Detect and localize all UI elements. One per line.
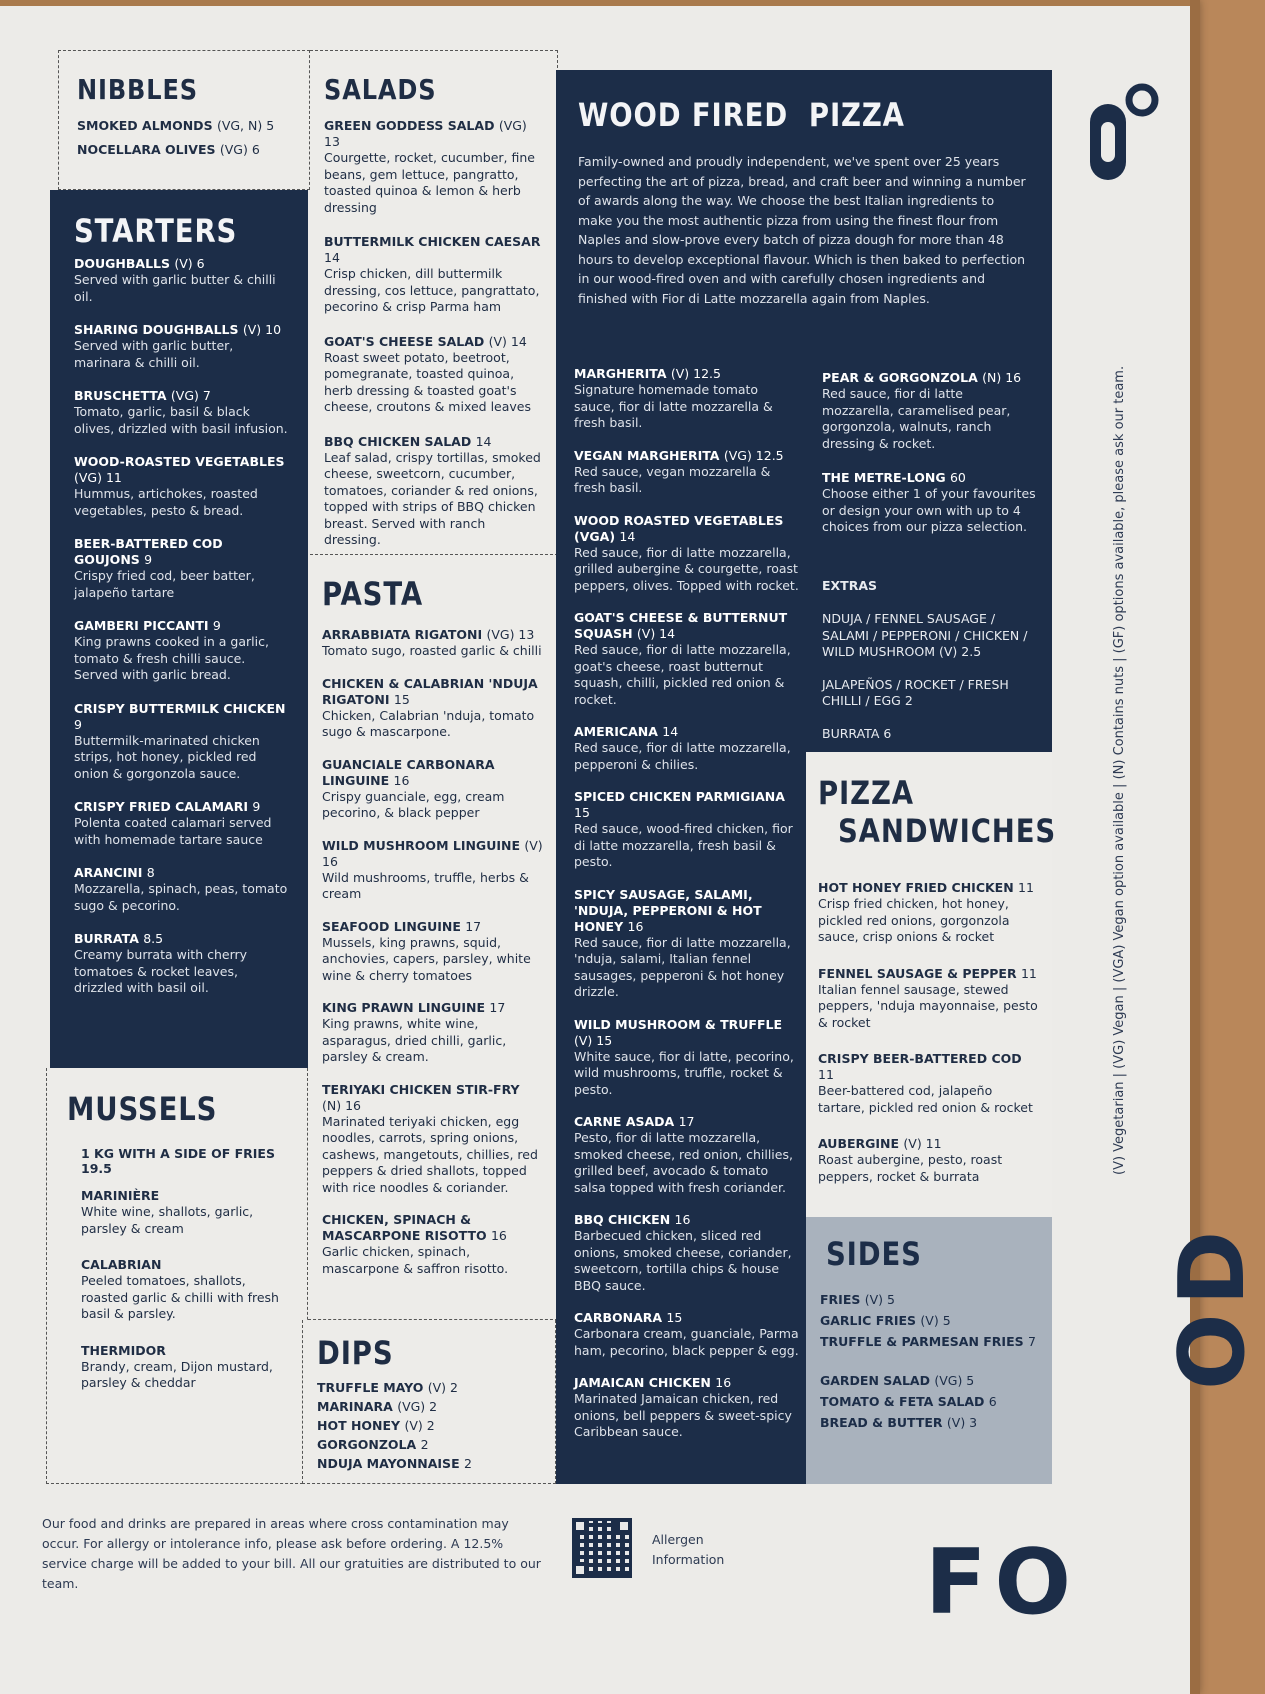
extras-list <box>822 611 1037 742</box>
menu-item-description: Buttermilk-marinated chicken strips, hot honey, pickled red onion & gorgonzola sauce. <box>74 732 260 781</box>
menu-item-price: 16 <box>627 918 644 934</box>
menu-item-description: Leaf salad, crispy tortillas, smoked cheese, sweetcorn, cucumber, tomatoes, coriander & red onions, topped with strips of BBQ chicken breast. Served with ranch dressing. <box>324 449 541 547</box>
menu-item-price: 8.5 <box>143 931 164 946</box>
menu-item-title: BBQ CHICKEN <box>574 1212 671 1227</box>
menu-item-price: (V) 14 <box>636 626 676 641</box>
menu-item-description: Served with garlic butter & chilli oil. <box>74 272 276 304</box>
menu-item-title: GREEN GODDESS SALAD <box>324 118 495 133</box>
menu-line <box>820 1331 1038 1352</box>
menu-item <box>81 1188 287 1237</box>
extras-title: EXTRAS <box>822 578 878 593</box>
menu-item-price: 9 <box>74 716 82 732</box>
menu-item-name <box>574 513 799 545</box>
menu-item <box>818 1051 1038 1116</box>
menu-item-price: 17 <box>465 918 482 934</box>
menu-item <box>322 1212 543 1277</box>
menu-item-price: (V) 16 <box>322 837 543 869</box>
menu-item-price: 16 <box>490 1228 507 1243</box>
menu-line-name: GARLIC FRIES <box>820 1313 917 1328</box>
menu-item-description: Signature homemade tomato sauce, fior di latte mozzarella & fresh basil. <box>574 382 773 430</box>
menu-item-price: (V) 14 <box>488 333 527 349</box>
menu-item <box>822 470 1037 536</box>
menu-item <box>74 701 288 783</box>
menu-line-name: HOT HONEY <box>317 1418 401 1433</box>
menu-line-name: NOCELLARA OLIVES <box>77 142 216 157</box>
menu-item-price: 11 <box>1018 880 1034 895</box>
menu-line-name: BREAD & BUTTER <box>820 1415 943 1430</box>
menu-item-title: VEGAN MARGHERITA <box>574 447 720 463</box>
menu-item <box>574 887 799 1001</box>
table-edge-right <box>1190 0 1200 1694</box>
menu-item-price: 15 <box>393 691 410 707</box>
menu-line-price: (VG) 6 <box>219 142 260 157</box>
menu-item-title: GAMBERI PICCANTI <box>74 618 209 633</box>
menu-line <box>317 1454 541 1473</box>
menu-item-price: 15 <box>574 805 590 820</box>
menu-line-name: SMOKED ALMONDS <box>77 118 213 133</box>
menu-item-title: GUANCIALE CARBONARA LINGUINE <box>322 756 495 788</box>
menu-item-title: CRISPY BEER-BATTERED COD <box>818 1051 1022 1066</box>
menu-item-title: CRISPY BUTTERMILK CHICKEN <box>74 700 286 716</box>
extras-line: JALAPEÑOS / ROCKET / FRESH CHILLI / EGG 2 <box>822 676 1009 708</box>
menu-item <box>74 865 288 914</box>
menu-item <box>574 1375 799 1441</box>
menu-item <box>322 838 543 903</box>
menu-item <box>74 256 288 305</box>
food-word-vertical: OD <box>1160 1222 1265 1390</box>
menu-item-description: Wild mushrooms, truffle, herbs & cream <box>322 869 529 901</box>
menu-item-title: BBQ CHICKEN SALAD <box>324 433 472 449</box>
food-word-bottom: FO <box>925 1530 1079 1635</box>
menu-item-name <box>322 1000 543 1016</box>
menu-line-price: 6 <box>988 1394 997 1409</box>
menu-line <box>77 138 291 162</box>
menu-item-description: Roast sweet potato, beetroot, pomegranate, toasted quinoa, herb dressing & toasted goat's cheese, croutons & mixed leaves <box>324 349 531 414</box>
menu-item-title: CRISPY FRIED CALAMARI <box>74 799 248 814</box>
pasta-panel <box>308 555 558 1320</box>
table-edge-top <box>0 0 1200 6</box>
menu-item <box>574 513 799 595</box>
menu-item-title: WOOD-ROASTED VEGETABLES <box>74 454 285 469</box>
menu-item-description: Roast aubergine, pesto, roast peppers, rocket & burrata <box>818 1152 1003 1184</box>
pizza-sandwiches-title-1: PIZZA <box>818 774 914 812</box>
pizza-list-left <box>574 366 799 1457</box>
menu-item-title: ARRABBIATA RIGATONI <box>322 627 483 642</box>
menu-item-price: 8 <box>146 865 155 880</box>
menu-item <box>818 966 1038 1032</box>
menu-item-name <box>822 470 1037 486</box>
menu-item-description: Creamy burrata with cherry tomatoes & rocket leaves, drizzled with basil oil. <box>74 947 248 995</box>
pasta-list <box>322 627 543 1277</box>
menu-item-title: GOAT'S CHEESE SALAD <box>324 333 485 349</box>
menu-item-name <box>322 838 543 870</box>
menu-item-price: 17 <box>678 1114 695 1129</box>
menu-item-price: 14 <box>619 528 636 544</box>
extras-section <box>822 578 1037 758</box>
menu-line-price: (VG) 5 <box>934 1373 975 1388</box>
menu-item-price: (V) 6 <box>174 256 205 271</box>
starters-list <box>74 256 288 997</box>
menu-item-title: CARBONARA <box>574 1310 663 1325</box>
menu-line-name: TRUFFLE & PARMESAN FRIES <box>820 1334 1024 1349</box>
menu-item-title: HOT HONEY FRIED CHICKEN <box>818 880 1014 895</box>
menu-item-name <box>324 118 543 150</box>
menu-item-title: THERMIDOR <box>81 1342 166 1358</box>
extras-line: NDUJA / FENNEL SAUSAGE / SALAMI / PEPPERONI / CHICKEN / WILD MUSHROOM (V) 2.5 <box>822 611 1028 659</box>
menu-item-title: THE METRE-LONG <box>822 470 946 485</box>
menu-line-price: (V) 3 <box>946 1415 978 1430</box>
menu-item <box>324 334 543 416</box>
dips-list <box>317 1378 541 1473</box>
allergen-notice: Our food and drinks are prepared in areas where cross contamination may occur. For allergy or intolerance info, please ask before ordering. A 12.5% service charge will be added to your bill. All our gratuities are distributed to our team. <box>42 1516 541 1591</box>
menu-item-price: 9 <box>252 799 261 814</box>
menu-item <box>74 388 288 437</box>
menu-item-name <box>74 536 288 568</box>
menu-item-title: PEAR & GORGONZOLA <box>822 370 978 385</box>
menu-item-description: Crispy fried cod, beer batter, jalapeño tartare <box>74 568 255 600</box>
menu-line <box>317 1416 541 1435</box>
menu-item <box>322 1000 543 1066</box>
menu-item-description: Crisp chicken, dill buttermilk dressing, cos lettuce, pangrattato, pecorino & crisp Parma ham <box>324 266 540 314</box>
extras-line: BURRATA 6 <box>822 725 892 741</box>
menu-line <box>820 1289 1038 1310</box>
menu-item-description: Chicken, Calabrian 'nduja, tomato sugo & mascarpone. <box>322 707 535 739</box>
pizza-sandwiches-panel <box>806 752 1057 1217</box>
menu-item <box>818 880 1038 946</box>
menu-item-name <box>574 610 799 642</box>
menu-item-price: (N) 16 <box>322 1097 361 1113</box>
menu-item-price: 60 <box>949 470 966 485</box>
menu-item-description: Red sauce, fior di latte mozzarella, grilled aubergine & courgette, roast peppers, olives. Topped with rocket. <box>574 544 799 593</box>
menu-item-description: Tomato sugo, roasted garlic & chilli <box>322 643 542 658</box>
menu-item-price: (V) 11 <box>903 1136 942 1151</box>
menu-item <box>322 757 543 822</box>
menu-item-description: Marinated teriyaki chicken, egg noodles, carrots, spring onions, cashews, mangetouts, chillies, red peppers & dried shallots, topped with rice noodles & coriander. <box>322 1113 538 1195</box>
pizza-sandwiches-list <box>818 880 1038 1185</box>
menu-line <box>820 1391 1038 1412</box>
menu-line <box>317 1378 541 1397</box>
menu-item-description: Mozzarella, spinach, peas, tomato sugo & pecorino. <box>74 881 288 913</box>
menu-item <box>74 454 288 519</box>
menu-item-price: 9 <box>212 618 221 633</box>
menu-item <box>322 676 543 741</box>
menu-line-price: 2 <box>463 1456 472 1471</box>
menu-item-title: WOOD ROASTED VEGETABLES (VGA) <box>574 512 784 544</box>
menu-item <box>322 1082 543 1197</box>
allergen-label-line-2: Information <box>652 1552 725 1567</box>
menu-item-price: (VG) 13 <box>486 627 535 642</box>
menu-item-name <box>818 1051 1038 1083</box>
menu-item-price: (VG) 7 <box>170 388 211 403</box>
menu-item-name <box>74 454 288 486</box>
menu-item-description: Garlic chicken, spinach, mascarpone & saffron risotto. <box>322 1244 509 1276</box>
menu-item-name <box>322 1212 543 1244</box>
menu-item-title: SPICED CHICKEN PARMIGIANA <box>574 789 785 804</box>
menu-item <box>574 366 799 432</box>
menu-item-price: (V) 12.5 <box>670 366 721 381</box>
menu-item-name <box>818 966 1038 982</box>
pizza-list-right <box>822 370 1037 554</box>
menu-item-name <box>574 1017 799 1049</box>
menu-item-description: Served with garlic butter, marinara & chilli oil. <box>74 338 234 370</box>
menu-item-title: WILD MUSHROOM & TRUFFLE <box>574 1016 782 1032</box>
menu-line-name: MARINARA <box>317 1399 393 1414</box>
menu-item-title: CHICKEN & CALABRIAN 'NDUJA RIGATONI <box>322 675 538 707</box>
mussels-subtitle: 1 KG WITH A SIDE OF FRIES 19.5 <box>81 1146 275 1176</box>
mussels-title: MUSSELS <box>67 1090 218 1128</box>
menu-item-title: BEER-BATTERED COD GOUJONS <box>74 536 223 567</box>
dips-panel <box>302 1320 556 1484</box>
menu-item-description: Red sauce, wood-fired chicken, fior di latte mozzarella, fresh basil & pesto. <box>574 821 793 869</box>
menu-line-price: 7 <box>1028 1334 1036 1349</box>
menu-item <box>822 370 1037 452</box>
menu-item-name <box>324 334 543 350</box>
menu-item-price: 14 <box>324 250 340 265</box>
starters-title: STARTERS <box>74 212 238 250</box>
menu-line <box>317 1435 541 1454</box>
menu-item-title: WILD MUSHROOM LINGUINE <box>322 837 520 853</box>
menu-item <box>574 610 799 708</box>
menu-line-name: NDUJA MAYONNAISE <box>317 1456 460 1471</box>
sides-group-1 <box>820 1289 1038 1352</box>
menu-item <box>574 1310 799 1359</box>
menu-item-price: 17 <box>489 1000 506 1015</box>
menu-item-title: TERIYAKI CHICKEN STIR-FRY <box>322 1081 520 1097</box>
menu-item-description: Red sauce, fior di latte mozzarella, caramelised pear, gorgonzola, walnuts, ranch dressing & rocket. <box>822 386 1011 451</box>
menu-item-name <box>322 676 543 708</box>
menu-item-name <box>81 1188 287 1204</box>
menu-item-name <box>574 1375 799 1391</box>
menu-item-title: KING PRAWN LINGUINE <box>322 1000 486 1015</box>
mussels-list <box>67 1188 287 1392</box>
menu-item-name <box>574 724 799 740</box>
menu-item-title: BURRATA <box>74 931 139 946</box>
menu-item-name <box>574 887 799 935</box>
menu-line-name: GORGONZOLA <box>317 1437 417 1452</box>
menu-item-title: CARNE ASADA <box>574 1114 675 1129</box>
menu-item-description: Marinated Jamaican chicken, red onions, bell peppers & sweet-spicy Caribbean sauce. <box>574 1391 792 1439</box>
menu-item-description: Courgette, rocket, cucumber, fine beans, gem lettuce, pangratto, toasted quinoa & lemon & herb dressing <box>324 150 535 215</box>
menu-line-name: TRUFFLE MAYO <box>317 1380 424 1395</box>
menu-item-title: FENNEL SAUSAGE & PEPPER <box>818 965 1017 981</box>
menu-item-price: 16 <box>674 1212 691 1227</box>
menu-item-title: CALABRIAN <box>81 1257 162 1272</box>
menu-item-price: 16 <box>715 1375 732 1390</box>
menu-item-name <box>574 1114 799 1130</box>
menu-item-name <box>818 880 1038 896</box>
menu-item-description: Barbecued chicken, sliced red onions, smoked cheese, coriander, sweetcorn, tortilla chips & house BBQ sauce. <box>574 1228 792 1293</box>
menu-item <box>574 1114 799 1196</box>
menu-line-price: 2 <box>420 1437 429 1452</box>
menu-item-price: 16 <box>393 772 410 788</box>
menu-item-description: Polenta coated calamari served with homemade tartare sauce <box>74 815 272 847</box>
menu-item-description: Brandy, cream, Dijon mustard, parsley & cheddar <box>81 1358 273 1390</box>
menu-item-name <box>322 627 543 643</box>
menu-item <box>322 919 543 985</box>
menu-item-description: Crisp fried chicken, hot honey, pickled red onions, gorgonzola sauce, crisp onions & rocket <box>818 896 1010 944</box>
menu-item-title: MARINIÈRE <box>81 1188 160 1203</box>
menu-item-name <box>324 434 543 450</box>
menu-item-name <box>322 1082 543 1114</box>
menu-item-price: 14 <box>475 433 492 449</box>
menu-item-description: Mussels, king prawns, squid, anchovies, capers, parsley, white wine & cherry tomatoes <box>322 934 531 983</box>
menu-line <box>820 1370 1038 1391</box>
menu-item-name <box>818 1136 1038 1152</box>
menu-item-name <box>74 931 288 947</box>
menu-item-name <box>574 1212 799 1228</box>
allergen-label-line-1: Allergen <box>652 1532 704 1547</box>
sides-panel <box>806 1217 1052 1484</box>
menu-item-name <box>74 322 288 338</box>
brand-logo-icon <box>1088 82 1160 184</box>
menu-item <box>74 931 288 997</box>
menu-item-name <box>81 1257 287 1273</box>
menu-item-description: Red sauce, fior di latte mozzarella, goat's cheese, roast butternut squash, chilli, pickled red onion & rocket. <box>574 642 791 707</box>
menu-line-price: (V) 2 <box>427 1380 458 1395</box>
menu-item <box>74 536 288 601</box>
menu-item <box>574 724 799 773</box>
menu-item-description: Hummus, artichokes, roasted vegetables, pesto & bread. <box>74 486 258 518</box>
salads-title: SALADS <box>324 73 437 106</box>
menu-item-name <box>74 256 288 272</box>
nibbles-list <box>77 114 291 162</box>
menu-item-name <box>574 448 799 464</box>
menu-item-description: Red sauce, fior di latte mozzarella, pepperoni & chilies. <box>574 740 791 772</box>
menu-item-name <box>74 618 288 634</box>
menu-item-title: SPICY SAUSAGE, SALAMI, 'NDUJA, PEPPERONI & HOT HONEY <box>574 886 762 934</box>
menu-item-title: AUBERGINE <box>818 1136 900 1151</box>
menu-item-price: 14 <box>662 724 679 739</box>
pizza-title: WOOD FIRED PIZZA <box>578 96 905 134</box>
menu-line-price: (V) 5 <box>864 1292 895 1307</box>
menu-item-title: CHICKEN, SPINACH & MASCARPONE RISOTTO <box>322 1212 487 1243</box>
menu-item-title: DOUGHBALLS <box>74 256 171 271</box>
menu-item-description: Carbonara cream, guanciale, Parma ham, pecorino, black pepper & egg. <box>574 1326 799 1358</box>
sides-title: SIDES <box>826 1235 922 1273</box>
menu-item-description: Tomato, garlic, basil & black olives, drizzled with basil infusion. <box>74 404 288 436</box>
menu-item-name <box>74 799 288 815</box>
menu-item-description: Red sauce, vegan mozzarella & fresh basil. <box>574 463 771 495</box>
menu-item-name <box>81 1343 287 1359</box>
menu-item-price: (VG) 11 <box>74 470 122 485</box>
pizza-intro: Family-owned and proudly independent, we've spent over 25 years perfecting the art of pizza, bread, and craft beer and winning a number of awards along the way. We choose the best Italian ingredients to make you the most authentic pizza from using the finest flour from Naples and slow-prove every batch of pizza dough for more than 48 hours to develop exceptional flavour. Which is then baked to perfection in our wood-fired oven and with carefully chosen ingredients and finished with Fior di Latte mozzarella again from Naples. <box>578 154 1026 306</box>
menu-item <box>574 1212 799 1294</box>
menu-item-title: JAMAICAN CHICKEN <box>574 1375 711 1390</box>
nibbles-title: NIBBLES <box>77 73 198 106</box>
menu-item-name <box>324 234 543 266</box>
pasta-title: PASTA <box>322 575 423 613</box>
menu-item <box>324 234 543 316</box>
menu-line-name: FRIES <box>820 1292 861 1307</box>
menu-item-name <box>574 366 799 382</box>
allergen-qr-code[interactable] <box>572 1518 632 1578</box>
mussels-panel <box>46 1068 308 1484</box>
menu-item-description: White wine, shallots, garlic, parsley & cream <box>81 1204 254 1236</box>
starters-panel <box>50 190 308 1068</box>
nibbles-panel <box>58 50 310 190</box>
menu-item <box>81 1343 287 1392</box>
menu-item-title: BUTTERMILK CHICKEN CAESAR <box>324 234 541 249</box>
menu-item-price: (V) 15 <box>574 1032 613 1048</box>
menu-item-name <box>822 370 1037 386</box>
menu-line-price: (V) 5 <box>920 1313 951 1328</box>
menu-line-price: (V) 2 <box>404 1418 435 1433</box>
menu-item-price: (VG) 13 <box>324 118 527 149</box>
dips-title: DIPS <box>317 1334 394 1372</box>
menu-item-description: Peeled tomatoes, shallots, roasted garlic & chilli with fresh basil & parsley. <box>81 1273 279 1321</box>
menu-item-title: SEAFOOD LINGUINE <box>322 918 461 934</box>
menu-item-title: MARGHERITA <box>574 366 667 381</box>
dietary-key: (V) Vegetarian | (VG) Vegan | (VGA) Vegan option available | (N) Contains nuts | (GF) options available, please ask our team. <box>1112 365 1127 1175</box>
menu-item-title: AMERICANA <box>574 724 658 739</box>
menu-item <box>818 1136 1038 1185</box>
menu-item-description: Red sauce, fior di latte mozzarella, 'nduja, salami, Italian fennel sausages, pepperoni & hot honey drizzle. <box>574 934 791 999</box>
menu-item-title: SHARING DOUGHBALLS <box>74 322 239 337</box>
menu-item <box>574 789 799 871</box>
menu-item-name <box>322 919 543 935</box>
menu-item-price: 11 <box>1020 965 1037 981</box>
pizza-sandwiches-title-2: SANDWICHES <box>838 812 1057 850</box>
menu-line <box>820 1310 1038 1331</box>
menu-item-name <box>74 865 288 881</box>
menu-item-price: 15 <box>666 1310 683 1325</box>
menu-item-name <box>74 701 288 733</box>
menu-item-title: GOAT'S CHEESE & BUTTERNUT SQUASH <box>574 610 788 641</box>
menu-item <box>324 118 543 216</box>
menu-item-name <box>322 757 543 789</box>
menu-item-name <box>574 1310 799 1326</box>
menu-item <box>574 448 799 497</box>
menu-item <box>574 1017 799 1099</box>
menu-line <box>317 1397 541 1416</box>
menu-line <box>77 114 291 138</box>
menu-line <box>820 1412 1038 1433</box>
menu-item-name <box>74 388 288 404</box>
menu-item-price: 9 <box>144 552 153 567</box>
menu-item-description: King prawns cooked in a garlic, tomato & fresh chilli sauce. Served with garlic bread. <box>74 634 269 682</box>
menu-item <box>74 799 288 848</box>
menu-item <box>81 1257 287 1323</box>
menu-item-description: White sauce, fior di latte, pecorino, wild mushrooms, truffle, rocket & pesto. <box>574 1048 794 1097</box>
menu-line-name: GARDEN SALAD <box>820 1373 930 1388</box>
menu-item-description: Crispy guanciale, egg, cream pecorino, & black pepper <box>322 788 505 820</box>
menu-item <box>74 618 288 684</box>
menu-line-price: (VG, N) 5 <box>216 118 275 133</box>
menu-item-title: ARANCINI <box>74 865 143 880</box>
salads-panel <box>310 50 558 555</box>
menu-item-description: Choose either 1 of your favourites or design your own with up to 4 choices from our pizza selection. <box>822 486 1036 534</box>
menu-line-name: TOMATO & FETA SALAD <box>820 1394 985 1409</box>
salads-list <box>324 118 543 549</box>
menu-item-description: Pesto, fior di latte mozzarella, smoked cheese, red onion, chillies, grilled beef, avocado & tomato salsa topped with fresh coriander. <box>574 1130 793 1195</box>
sides-group-2 <box>820 1370 1038 1433</box>
menu-item-description: Italian fennel sausage, stewed peppers, 'nduja mayonnaise, pesto & rocket <box>818 981 1038 1030</box>
menu-item-title: BRUSCHETTA <box>74 388 167 403</box>
menu-item-description: Beer-battered cod, jalapeño tartare, pickled red onion & rocket <box>818 1083 1033 1115</box>
menu-item <box>322 627 543 660</box>
menu-item-price: (V) 10 <box>242 322 282 337</box>
menu-item-price: (N) 16 <box>982 370 1022 385</box>
menu-item-name <box>574 789 799 821</box>
menu-item-description: King prawns, white wine, asparagus, dried chilli, garlic, parsley & cream. <box>322 1016 507 1064</box>
menu-item-price: 11 <box>818 1067 834 1082</box>
menu-item <box>74 322 288 371</box>
menu-item-price: (VG) 12.5 <box>723 447 784 463</box>
menu-item <box>324 434 543 549</box>
menu-line-price: (VG) 2 <box>397 1399 438 1414</box>
